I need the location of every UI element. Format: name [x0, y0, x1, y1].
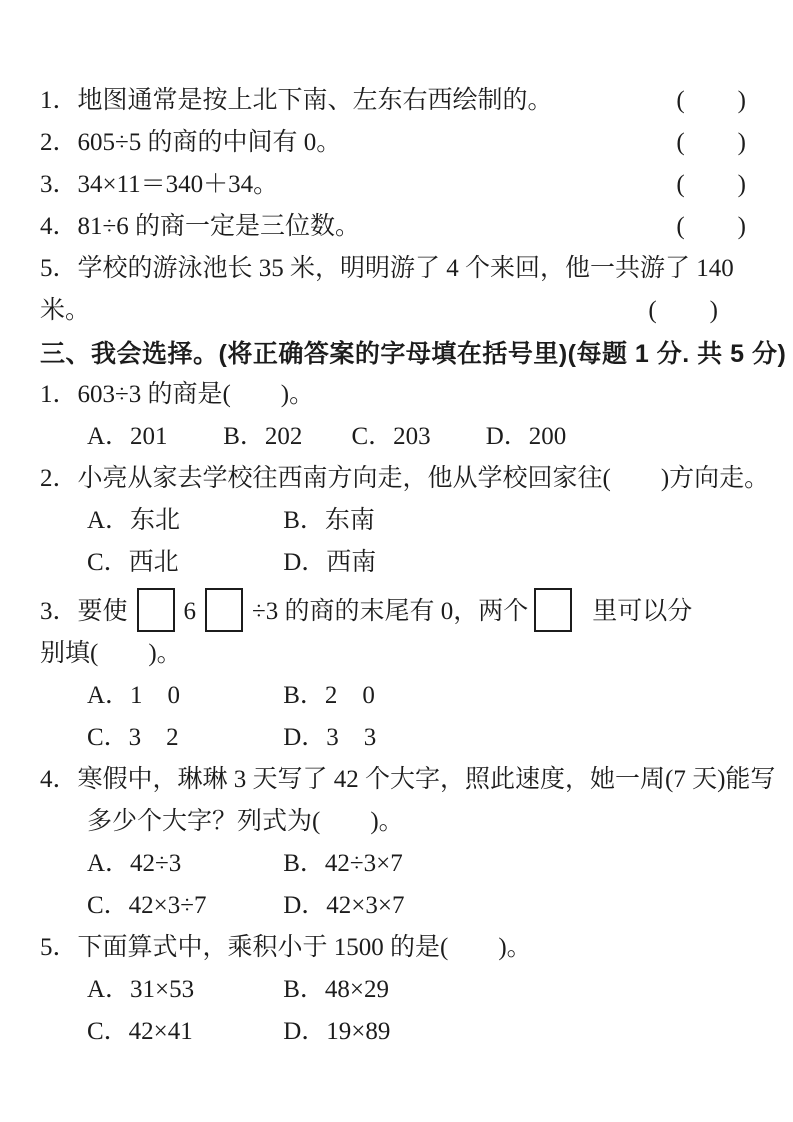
- section-heading-choice: 三、我会选择。(将正确答案的字母填在括号里)(每题 1 分. 共 5 分): [40, 340, 787, 368]
- choice-q3-option-d: D．3 3: [283, 724, 377, 752]
- choice-question-2-options-row1: [87, 506, 753, 536]
- choice-q1-option-a: A．201: [87, 423, 168, 450]
- tf-question-5-line1: 5．学校的游泳池长 35 米，明明游了 4 个来回，他一共游了 140: [40, 255, 734, 282]
- choice-question-5-text: 5．下面算式中，乘积小于 1500 的是( )。: [40, 934, 532, 962]
- tf-question-4-answer-bracket: ( ): [676, 213, 747, 240]
- choice-q3-part1: 3．要使: [40, 598, 128, 625]
- choice-q4-option-b: B．42÷3×7: [283, 850, 403, 878]
- choice-question-3-options-row1: [87, 681, 753, 711]
- tf-question-4: [40, 212, 753, 242]
- choice-q4-option-d: D．42×3×7: [283, 892, 405, 920]
- tf-question-1-answer-bracket: ( ): [676, 87, 747, 114]
- tf-question-1-text: 1．地图通常是按上北下南、左东右西绘制的。: [40, 87, 553, 114]
- choice-question-4-options-row1: [87, 849, 753, 879]
- choice-q5-option-c: C．42×41: [87, 1018, 193, 1046]
- choice-q3-part4: 里可以分: [592, 598, 693, 625]
- choice-question-1-text: 1．603÷3 的商是( )。: [40, 381, 315, 408]
- choice-q5-option-d: D．19×89: [283, 1018, 391, 1046]
- choice-q5-option-b: B．48×29: [283, 976, 390, 1004]
- choice-question-4-line1: 4．寒假中，琳琳 3 天写了 42 个大字，照此速度，她一周(7 天)能写: [40, 766, 776, 794]
- choice-q3-option-a: A．1 0: [87, 682, 181, 710]
- tf-question-3: [40, 170, 753, 200]
- tf-question-3-text: 3．34×11＝340＋34。: [40, 171, 279, 198]
- tf-question-5-line2: [40, 296, 753, 326]
- choice-question-3-options-row2: [87, 723, 753, 753]
- choice-q2-option-d: D．西南: [283, 549, 377, 576]
- choice-q4-option-a: A．42÷3: [87, 850, 182, 878]
- blank-box-3: [534, 588, 572, 632]
- tf-question-2-text: 2．605÷5 的商的中间有 0。: [40, 129, 342, 156]
- choice-question-3-line1: [40, 590, 753, 635]
- tf-question-2-answer-bracket: ( ): [676, 129, 747, 156]
- tf-question-4-text: 4．81÷6 的商一定是三位数。: [40, 213, 360, 240]
- tf-question-1: [40, 86, 753, 116]
- choice-q2-option-b: B．东南: [283, 507, 375, 534]
- choice-q3-option-b: B．2 0: [283, 682, 375, 710]
- blank-box-2: [205, 588, 243, 632]
- choice-q1-option-d: D．200: [485, 423, 567, 450]
- choice-q3-part2: 6: [183, 598, 197, 625]
- choice-question-4-line2: 多少个大字？列式为( )。: [87, 808, 404, 836]
- choice-q3-part3: ÷3 的商的末尾有 0，两个: [252, 598, 529, 625]
- choice-q2-option-c: C．西北: [87, 549, 179, 576]
- tf-question-2: [40, 128, 753, 158]
- choice-question-2-options-row2: [87, 548, 753, 578]
- choice-q1-option-c: C．203: [351, 423, 431, 450]
- tf-question-5-text2: 米。: [40, 297, 91, 324]
- choice-q3-option-c: C．3 2: [87, 724, 179, 752]
- choice-question-2-text: 2．小亮从家去学校往西南方向走，他从学校回家往( )方向走。: [40, 465, 770, 492]
- choice-question-1-options: [87, 422, 753, 452]
- choice-q5-option-a: A．31×53: [87, 976, 195, 1004]
- choice-question-5-options-row2: [87, 1017, 753, 1047]
- choice-q2-option-a: A．东北: [87, 507, 181, 534]
- choice-question-5-options-row1: [87, 975, 753, 1005]
- choice-q4-option-c: C．42×3÷7: [87, 892, 207, 920]
- choice-q1-option-b: B．202: [223, 423, 303, 450]
- choice-question-4-options-row2: [87, 891, 753, 921]
- blank-box-1: [137, 588, 175, 632]
- tf-question-3-answer-bracket: ( ): [676, 171, 747, 198]
- choice-question-3-line2: 别填( )。: [40, 640, 182, 668]
- tf-question-5-answer-bracket: ( ): [648, 297, 719, 324]
